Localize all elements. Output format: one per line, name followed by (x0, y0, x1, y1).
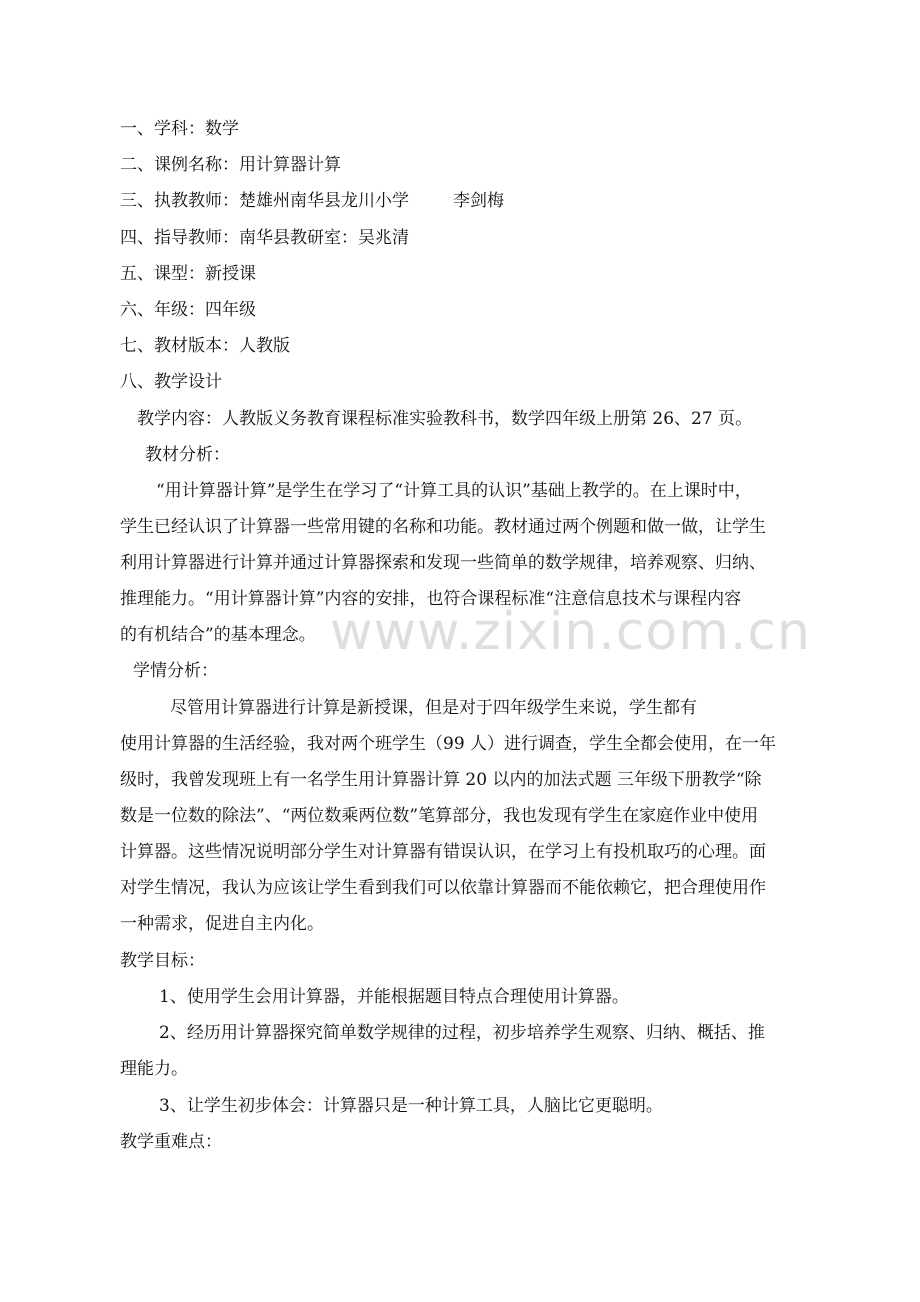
info-guide: 四、指导教师：南华县教研室：吴兆清 (120, 228, 409, 248)
key-points-heading: 教学重难点： (120, 1132, 222, 1152)
goal-item: 3、让学生初步体会：计算器只是一种计算工具，人脑比它更聪明。 (159, 1096, 663, 1116)
info-teacher (120, 189, 504, 213)
material-line: 利用计算器进行计算并通过计算器探索和发现一些简单的数学规律，培养观察、归纳、 (120, 553, 766, 573)
info-edition: 七、教材版本：人教版 (120, 336, 290, 356)
info-subject: 一、学科：数学 (120, 119, 239, 139)
students-heading: 学情分析： (133, 661, 218, 681)
material-heading: 教材分析： (145, 445, 230, 465)
goal-item: 1、使用学生会用计算器，并能根据题目特点合理使用计算器。 (159, 987, 629, 1007)
goals-heading: 教学目标： (120, 951, 205, 971)
students-line: 计算器。这些情况说明部分学生对计算器有错误认识，在学习上有投机取巧的心理。面 (120, 842, 766, 862)
students-line: 对学生情况，我认为应该让学生看到我们可以依靠计算器而不能依赖它，把合理使用作 (120, 878, 766, 898)
goal-item-continued: 理能力。 (120, 1059, 188, 1079)
teacher-label: 三、执教教师：楚雄州南华县龙川小学 (120, 191, 409, 211)
material-line: “用计算器计算”是学生在学习了“计算工具的认识”基础上教学的。在上课时中， (156, 481, 752, 501)
info-type: 五、课型：新授课 (120, 264, 256, 284)
info-lesson: 二、课例名称：用计算器计算 (120, 155, 341, 175)
students-line: 数是一位数的除法”、“两位数乘两位数”笔算部分，我也发现有学生在家庭作业中使用 (120, 806, 759, 826)
students-line: 级时，我曾发现班上有一名学生用计算器计算 20 以内的加法式题 三年级下册教学“除 (120, 770, 762, 790)
students-line: 使用计算器的生活经验，我对两个班学生（99 人）进行调查，学生全都会使用，在一年 (120, 734, 777, 754)
material-line: 的有机结合”的基本理念。 (120, 625, 316, 645)
students-line: 尽管用计算器进行计算是新授课，但是对于四年级学生来说，学生都有 (170, 698, 697, 718)
material-line: 学生已经认识了计算器一些常用键的名称和功能。教材通过两个例题和做一做，让学生 (120, 517, 766, 537)
info-grade: 六、年级：四年级 (120, 300, 256, 320)
teacher-name: 李剑梅 (453, 191, 504, 211)
info-design: 八、教学设计 (120, 372, 222, 392)
material-line: 推理能力。“用计算器计算”内容的安排，也符合课程标准“注意信息技术与课程内容 (120, 589, 742, 609)
watermark: www.zixin.com.cn (330, 602, 811, 662)
teaching-content: 教学内容：人教版义务教育课程标准实验教科书，数学四年级上册第 26、27 页。 (137, 409, 753, 429)
students-line: 一种需求，促进自主内化。 (120, 914, 324, 934)
goal-item: 2、经历用计算器探究简单数学规律的过程，初步培养学生观察、归纳、概括、推 (159, 1023, 765, 1043)
